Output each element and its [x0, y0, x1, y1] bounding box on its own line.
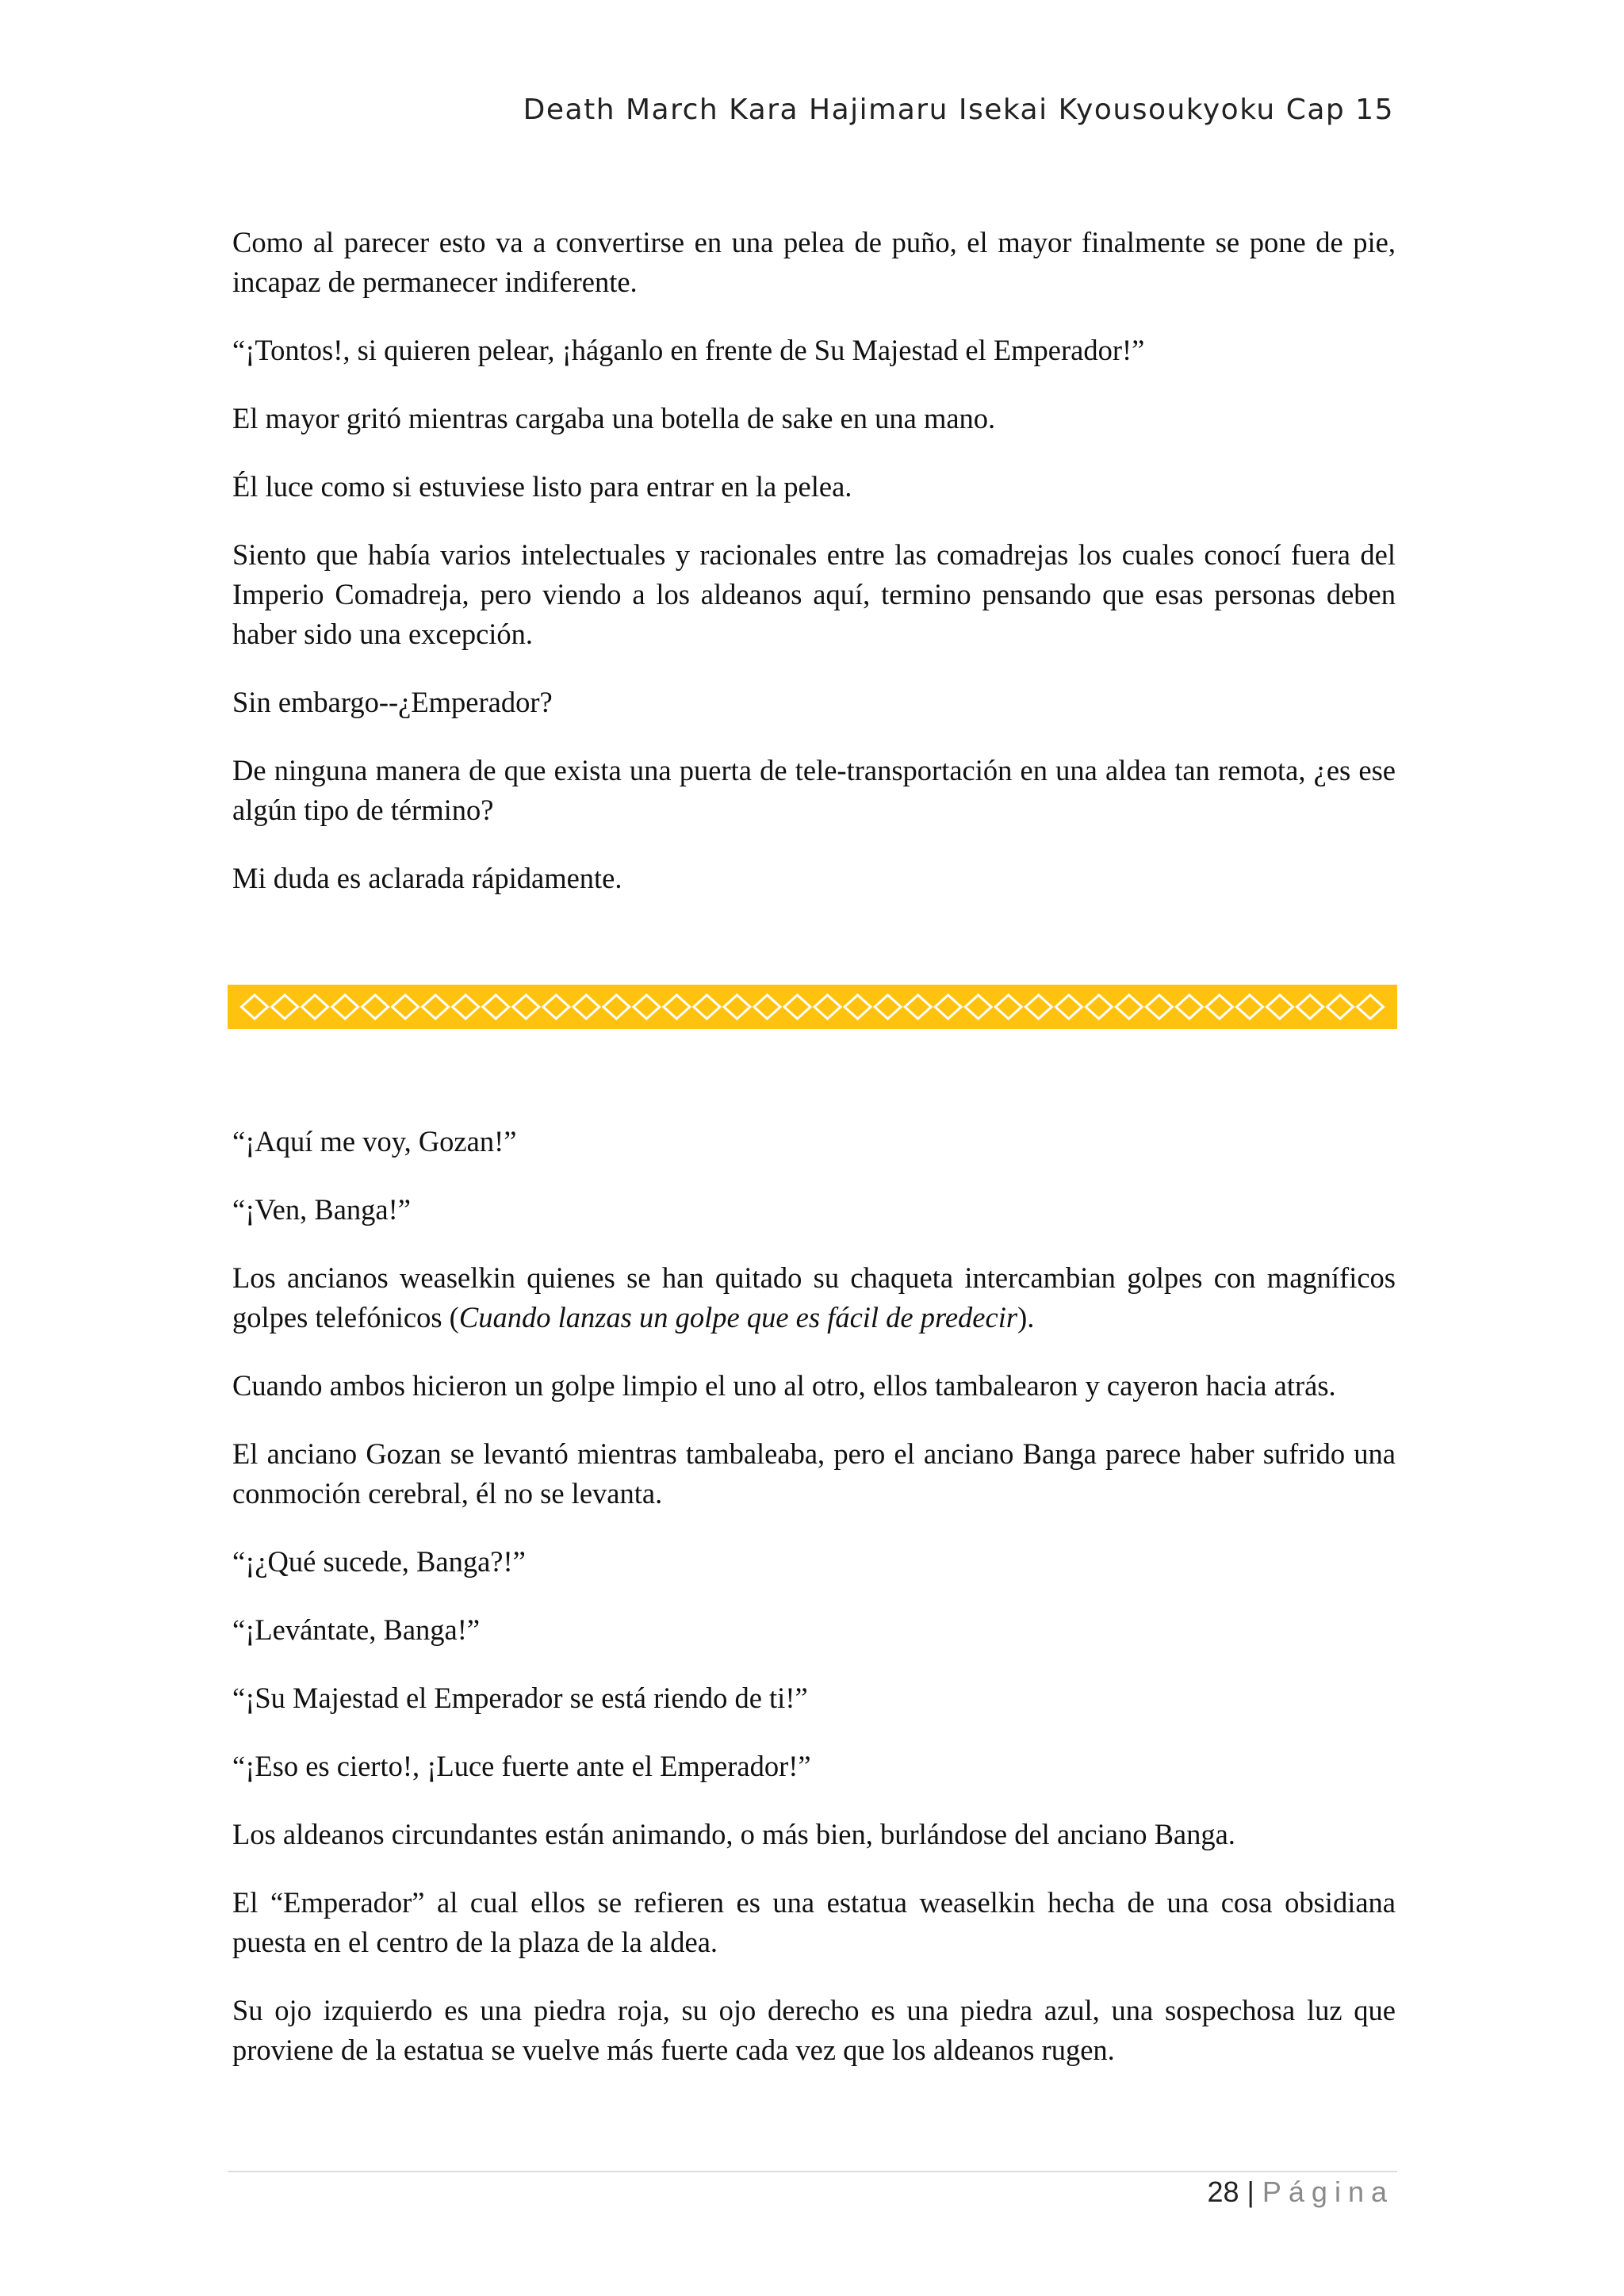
- diamond-outline-icon: [845, 995, 871, 1019]
- paragraph: Mi duda es aclarada rápidamente.: [232, 862, 622, 894]
- diamond-outline-icon: [1327, 995, 1353, 1019]
- page-number: 28: [1207, 2175, 1239, 2208]
- footer-separator: |: [1247, 2175, 1254, 2208]
- paragraph: Siento que había varios intelectuales y racionales entre las comadrejas los cuales conocí fuera del Imperio Comadreja, pero viendo a los aldeanos aquí, termino pensando que esas personas deben haber sido una excepción.: [232, 538, 1396, 650]
- diamond-outline-icon: [393, 995, 419, 1019]
- paragraph-text: ).: [1017, 1301, 1035, 1334]
- diamond-outline-icon: [1206, 995, 1232, 1019]
- paragraph: “¡Eso es cierto!, ¡Luce fuerte ante el Emperador!”: [232, 1750, 811, 1782]
- diamond-outline-icon: [935, 995, 961, 1019]
- diamond-outline-icon: [814, 995, 841, 1019]
- diamond-outline-icon: [453, 995, 479, 1019]
- diamond-outline-icon: [754, 995, 780, 1019]
- diamond-outline-icon: [1236, 995, 1262, 1019]
- diamond-outline-icon: [423, 995, 449, 1019]
- diamond-outline-icon: [332, 995, 358, 1019]
- paragraph: “¡Ven, Banga!”: [232, 1193, 411, 1226]
- diamond-outline-icon: [664, 995, 690, 1019]
- paragraph: “¡Levántate, Banga!”: [232, 1613, 481, 1646]
- paragraph: El anciano Gozan se levantó mientras tambaleaba, pero el anciano Banga parece haber sufrido una conmoción cerebral, él no se levanta.: [232, 1437, 1396, 1510]
- paragraph: [232, 1258, 1396, 1337]
- paragraph: Cuando ambos hicieron un golpe limpio el uno al otro, ellos tambalearon y cayeron hacia atrás.: [232, 1369, 1336, 1402]
- diamond-outline-icon: [573, 995, 599, 1019]
- paragraph: Sin embargo--¿Emperador?: [232, 686, 553, 718]
- diamond-outline-icon: [272, 995, 298, 1019]
- section-divider: [228, 985, 1397, 1029]
- diamond-outline-icon: [513, 995, 539, 1019]
- diamond-outline-icon: [1116, 995, 1142, 1019]
- paragraph: El mayor gritó mientras cargaba una botella de sake en una mano.: [232, 402, 996, 434]
- diamond-outline-icon: [1146, 995, 1172, 1019]
- paragraph: De ninguna manera de que exista una puerta de tele-transportación en una aldea tan remota, ¿es ese algún tipo de término?: [232, 754, 1396, 826]
- diamond-outline-icon: [1055, 995, 1082, 1019]
- diamond-outline-icon: [965, 995, 991, 1019]
- diamond-outline-icon: [995, 995, 1021, 1019]
- diamond-outline-icon: [724, 995, 750, 1019]
- paragraph: Su ojo izquierdo es una piedra roja, su ojo derecho es una piedra azul, una sospechosa luz que proviene de la estatua se vuelve más fuerte cada vez que los aldeanos rugen.: [232, 1994, 1396, 2066]
- section-2: [232, 1122, 1396, 2099]
- diamond-outline-icon: [1086, 995, 1112, 1019]
- diamond-outline-icon: [1357, 995, 1383, 1019]
- paragraph: “¡Aquí me voy, Gozan!”: [232, 1125, 517, 1158]
- diamond-outline-icon: [875, 995, 901, 1019]
- section-1: [232, 223, 1396, 927]
- paragraph: “¡Su Majestad el Emperador se está riendo de ti!”: [232, 1682, 808, 1714]
- diamond-outline-icon: [905, 995, 931, 1019]
- paragraph: Él luce como si estuviese listo para entrar en la pelea.: [232, 470, 852, 503]
- diamond-outline-icon: [603, 995, 630, 1019]
- paragraph-text: Los ancianos weaselkin quienes se han quitado su chaqueta intercambian golpes con magníficos golpes telefónicos (: [232, 1261, 1396, 1334]
- italic-note: Cuando lanzas un golpe que es fácil de predecir: [458, 1301, 1018, 1334]
- diamond-outline-icon: [242, 995, 268, 1019]
- diamond-outline-icon: [784, 995, 810, 1019]
- paragraph: Los aldeanos circundantes están animando, o más bien, burlándose del anciano Banga.: [232, 1818, 1235, 1850]
- page-label: Página: [1262, 2175, 1394, 2208]
- diamond-outline-icon: [1266, 995, 1293, 1019]
- footer-divider: [228, 2171, 1397, 2172]
- paragraph: Como al parecer esto va a convertirse en una pelea de puño, el mayor finalmente se pone de pie, incapaz de permanecer indiferente.: [232, 226, 1396, 298]
- diamond-outline-icon: [483, 995, 509, 1019]
- diamond-outline-icon: [1025, 995, 1051, 1019]
- diamond-outline-icon: [1176, 995, 1202, 1019]
- diamond-outline-icon: [302, 995, 328, 1019]
- diamond-row-icon: [239, 991, 1385, 1023]
- diamond-outline-icon: [362, 995, 389, 1019]
- page-footer: [1207, 2175, 1394, 2209]
- page-header: Death March Kara Hajimaru Isekai Kyousoukyoku Cap 15: [523, 94, 1394, 126]
- diamond-outline-icon: [694, 995, 720, 1019]
- paragraph: El “Emperador” al cual ellos se refieren es una estatua weaselkin hecha de una cosa obsidiana puesta en el centro de la plaza de la aldea.: [232, 1886, 1396, 1958]
- paragraph: “¡Tontos!, si quieren pelear, ¡háganlo en frente de Su Majestad el Emperador!”: [232, 334, 1145, 366]
- diamond-outline-icon: [1297, 995, 1323, 1019]
- paragraph: “¡¿Qué sucede, Banga?!”: [232, 1545, 526, 1578]
- diamond-outline-icon: [634, 995, 660, 1019]
- diamond-outline-icon: [543, 995, 569, 1019]
